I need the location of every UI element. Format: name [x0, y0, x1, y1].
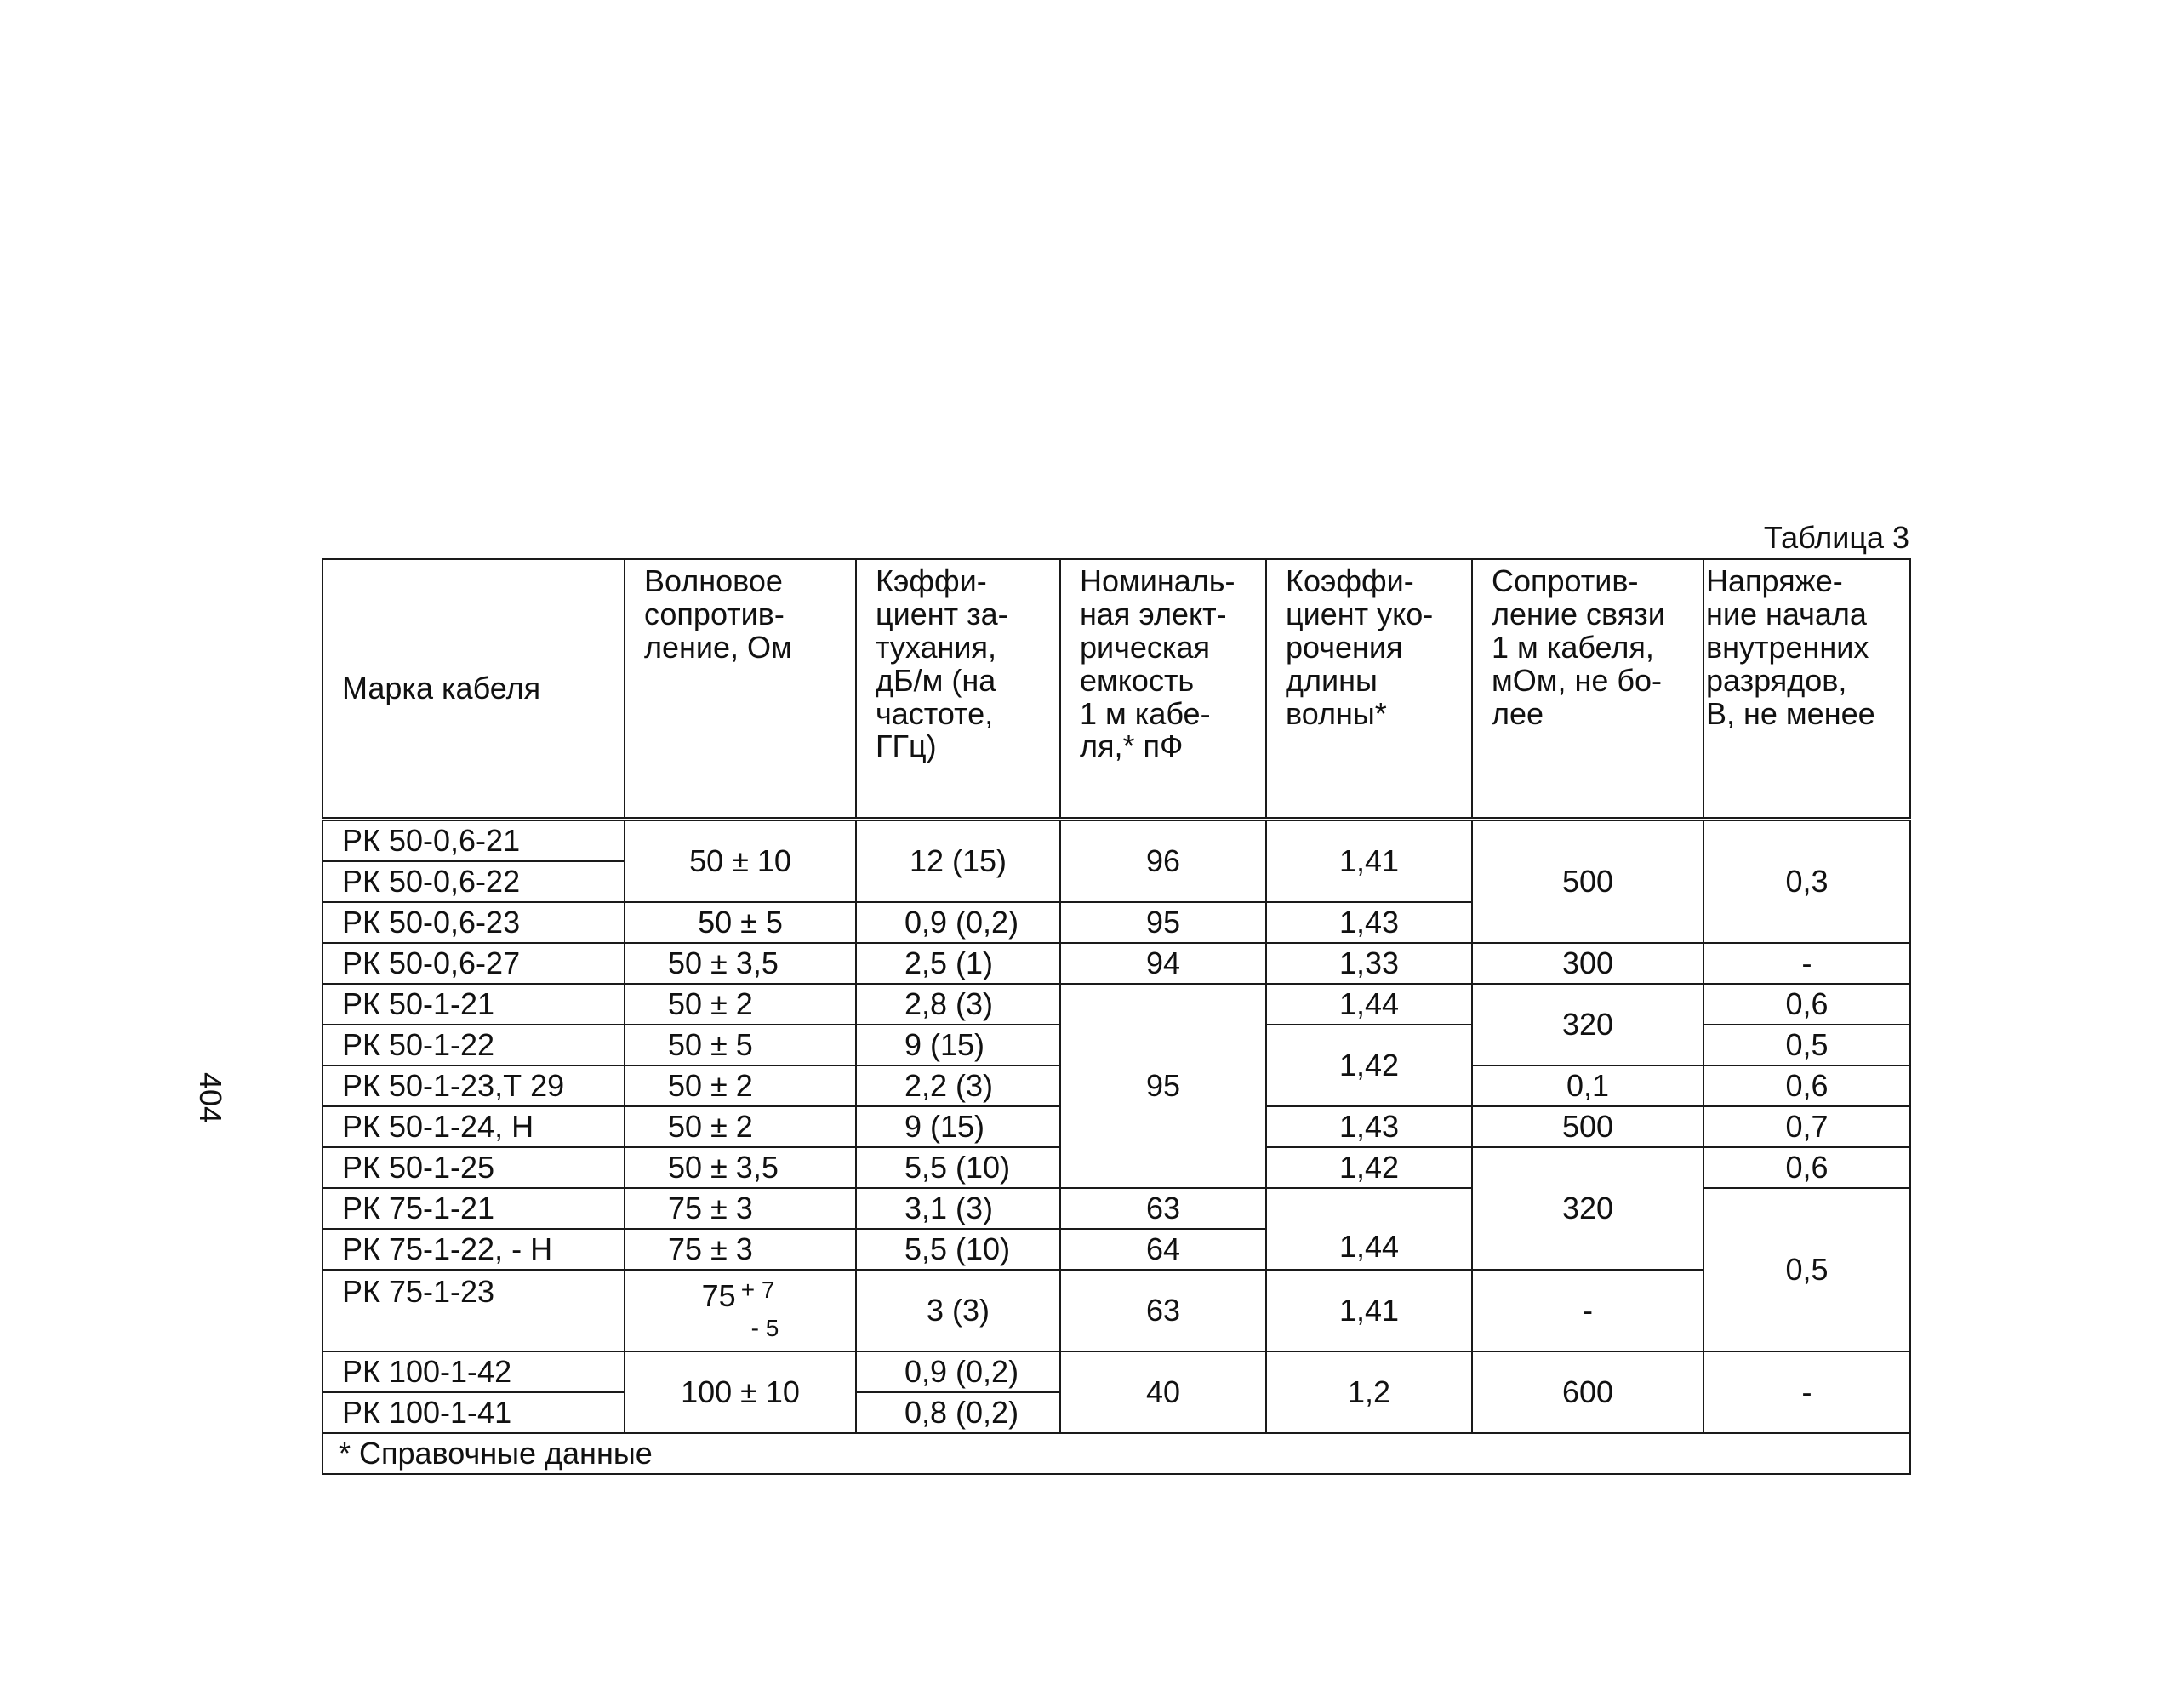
cell-voltage: -	[1703, 1351, 1910, 1433]
cell-voltage: 0,6	[1703, 1065, 1910, 1106]
cell-coupling: 0,1	[1472, 1065, 1703, 1106]
cell-voltage: -	[1703, 943, 1910, 984]
cell-voltage: 0,5	[1703, 1188, 1910, 1351]
impedance-plus-tolerance: + 7	[740, 1277, 775, 1304]
cell-impedance: 100 ± 10	[625, 1351, 856, 1433]
cell-attenuation: 3,1 (3)	[856, 1188, 1060, 1229]
cell-capacitance: 95	[1060, 902, 1266, 943]
cell-impedance: 75 ± 3	[625, 1188, 856, 1229]
cell-voltage: 0,7	[1703, 1106, 1910, 1147]
cell-grade: РК 50-0,6-21	[322, 820, 625, 862]
cell-capacitance: 95	[1060, 984, 1266, 1188]
cell-attenuation: 0,9 (0,2)	[856, 1351, 1060, 1392]
cell-capacitance: 63	[1060, 1188, 1266, 1229]
cell-attenuation: 5,5 (10)	[856, 1147, 1060, 1188]
cell-grade: РК 50-1-21	[322, 984, 625, 1025]
cell-voltage: 0,6	[1703, 1147, 1910, 1188]
cell-impedance: 50 ± 5	[625, 902, 856, 943]
page-number: 404	[193, 1072, 228, 1124]
cell-coupling: 500	[1472, 1106, 1703, 1147]
cell-capacitance: 63	[1060, 1270, 1266, 1351]
header-attenuation: Кэффи- циент за- тухания, дБ/м (на частоте, ГГц)	[856, 559, 1060, 820]
cell-attenuation: 2,8 (3)	[856, 984, 1060, 1025]
impedance-minus-tolerance: - 5	[750, 1315, 779, 1342]
table-caption: Таблица 3	[1763, 520, 1909, 555]
cell-coupling: 500	[1472, 820, 1703, 944]
cell-shortening: 1,43	[1266, 902, 1472, 943]
cell-shortening: 1,41	[1266, 820, 1472, 903]
table-row	[322, 1351, 1910, 1392]
table-row	[322, 984, 1910, 1025]
footnote-row	[322, 1433, 1910, 1474]
cell-attenuation: 5,5 (10)	[856, 1229, 1060, 1270]
cell-impedance: 50 ± 2	[625, 1065, 856, 1106]
cell-impedance: 50 ± 3,5	[625, 943, 856, 984]
cell-grade: РК 75-1-22, - Н	[322, 1229, 625, 1270]
cell-capacitance: 64	[1060, 1229, 1266, 1270]
cell-attenuation: 0,8 (0,2)	[856, 1392, 1060, 1433]
table-row	[322, 820, 1910, 862]
cell-coupling: 600	[1472, 1351, 1703, 1433]
cell-shortening: 1,42	[1266, 1147, 1472, 1188]
impedance-nominal: 75	[701, 1278, 736, 1314]
cell-grade: РК 50-0,6-27	[322, 943, 625, 984]
table-row	[322, 943, 1910, 984]
cell-shortening: 1,44	[1266, 984, 1472, 1025]
cell-impedance: 50 ± 2	[625, 1106, 856, 1147]
cell-impedance: 50 ± 3,5	[625, 1147, 856, 1188]
cell-voltage: 0,5	[1703, 1025, 1910, 1065]
cell-impedance	[625, 1270, 856, 1351]
table-row	[322, 1270, 1910, 1351]
cell-grade: РК 100-1-41	[322, 1392, 625, 1433]
cell-attenuation: 9 (15)	[856, 1025, 1060, 1065]
cell-grade: РК 50-1-25	[322, 1147, 625, 1188]
cell-impedance: 50 ± 2	[625, 984, 856, 1025]
header-coupling: Сопротив- ление связи 1 м кабеля, мОм, не бо- лее	[1472, 559, 1703, 820]
cell-attenuation: 2,5 (1)	[856, 943, 1060, 984]
cell-attenuation: 12 (15)	[856, 820, 1060, 903]
cell-impedance: 75 ± 3	[625, 1229, 856, 1270]
footnote: * Справочные данные	[322, 1433, 1910, 1474]
cell-grade: РК 100-1-42	[322, 1351, 625, 1392]
cell-attenuation: 0,9 (0,2)	[856, 902, 1060, 943]
cell-attenuation: 3 (3)	[856, 1270, 1060, 1351]
impedance-tolerance	[702, 1278, 779, 1340]
cell-capacitance: 94	[1060, 943, 1266, 984]
cell-impedance: 50 ± 5	[625, 1025, 856, 1065]
cable-parameters-table	[322, 558, 1911, 1475]
cell-shortening: 1,33	[1266, 943, 1472, 984]
cell-coupling: 300	[1472, 943, 1703, 984]
cell-voltage: 0,6	[1703, 984, 1910, 1025]
cell-coupling: 320	[1472, 984, 1703, 1065]
cell-shortening: 1,43	[1266, 1106, 1472, 1147]
cell-coupling: 320	[1472, 1147, 1703, 1270]
cell-impedance: 50 ± 10	[625, 820, 856, 903]
cell-grade: РК 75-1-21	[322, 1188, 625, 1229]
header-capacitance: Номиналь- ная элект- рическая емкость 1 м кабе- ля,* пФ	[1060, 559, 1266, 820]
cell-grade: РК 50-0,6-22	[322, 861, 625, 902]
header-row	[322, 559, 1910, 820]
cell-shortening: 1,2	[1266, 1351, 1472, 1433]
cell-grade: РК 50-1-24, Н	[322, 1106, 625, 1147]
header-shortening: Коэффи- циент уко- рочения длины волны*	[1266, 559, 1472, 820]
cell-grade: РК 50-0,6-23	[322, 902, 625, 943]
cell-attenuation: 2,2 (3)	[856, 1065, 1060, 1106]
cell-shortening: 1,41	[1266, 1270, 1472, 1351]
cell-shortening: 1,42	[1266, 1025, 1472, 1106]
cell-grade: РК 50-1-23,Т 29	[322, 1065, 625, 1106]
cell-attenuation: 9 (15)	[856, 1106, 1060, 1147]
cell-coupling: -	[1472, 1270, 1703, 1351]
cell-voltage: 0,3	[1703, 820, 1910, 944]
cell-grade: РК 50-1-22	[322, 1025, 625, 1065]
cell-grade: РК 75-1-23	[322, 1270, 625, 1351]
cell-capacitance: 96	[1060, 820, 1266, 903]
header-voltage: Напряже- ние начала внутренних разрядов, В, не менее	[1703, 559, 1910, 820]
cell-shortening: 1,44	[1266, 1188, 1472, 1270]
header-impedance: Волновое сопротив- ление, Ом	[625, 559, 856, 820]
cell-capacitance: 40	[1060, 1351, 1266, 1433]
header-grade: Марка кабеля	[322, 559, 625, 820]
